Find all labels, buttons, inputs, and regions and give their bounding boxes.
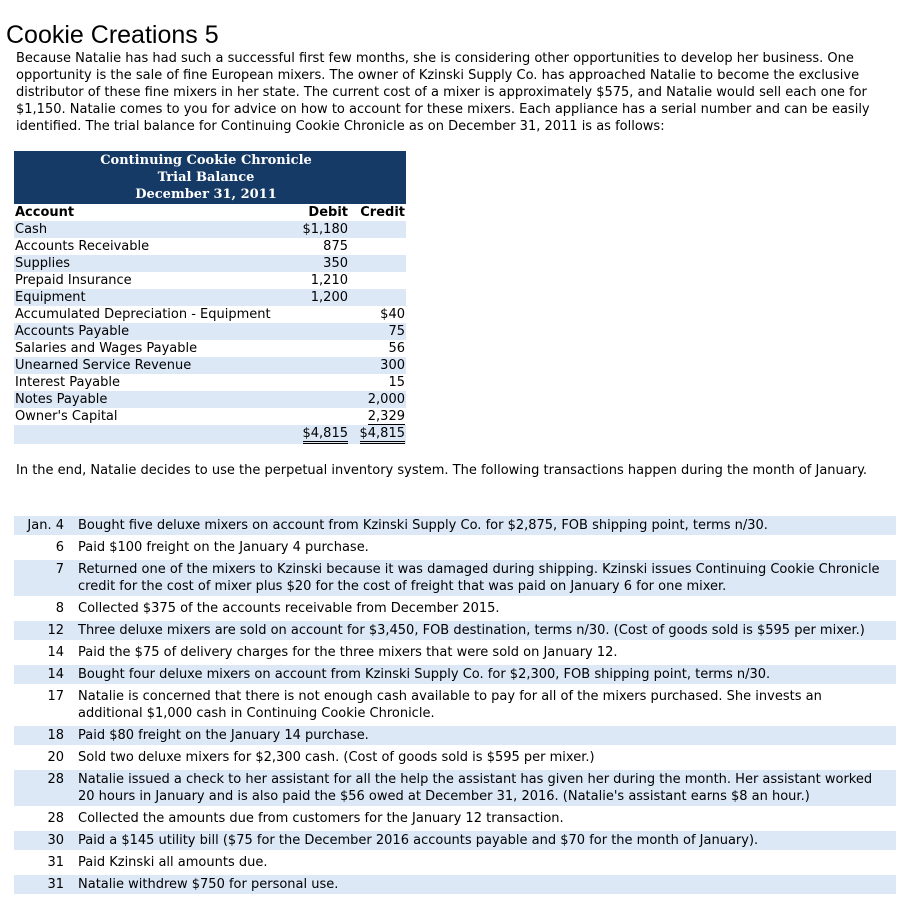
cell-account: Unearned Service Revenue xyxy=(14,357,291,374)
transaction-row xyxy=(14,853,896,872)
cell-credit: 75 xyxy=(349,323,406,340)
transaction-row xyxy=(14,621,896,640)
cell-account: Accounts Receivable xyxy=(15,239,150,254)
transaction-date: 6 xyxy=(55,540,64,555)
transaction-row xyxy=(14,831,896,850)
cell-debit: $1,180 xyxy=(291,221,349,238)
transaction-row xyxy=(14,875,896,894)
table-row xyxy=(14,391,406,408)
cell-credit xyxy=(349,289,406,306)
cell-credit: $40 xyxy=(380,307,405,322)
cell-debit: 1,210 xyxy=(310,273,348,288)
transaction-row xyxy=(14,665,896,684)
cell-account: Supplies xyxy=(14,255,291,272)
transaction-text: Bought five deluxe mixers on account from Kzinski Supply Co. for $2,875, FOB shipping point, terms n/30. xyxy=(78,516,896,535)
cell-credit xyxy=(349,221,406,238)
cell-credit: 2,000 xyxy=(349,391,406,408)
cell-credit xyxy=(349,238,406,255)
total-credit-cell xyxy=(349,425,406,444)
transaction-text: Paid Kzinski all amounts due. xyxy=(78,855,268,870)
transaction-row xyxy=(14,599,896,618)
cell-account: Notes Payable xyxy=(14,391,291,408)
table-row xyxy=(14,357,406,374)
table-row xyxy=(14,323,406,340)
total-debit: $4,815 xyxy=(303,426,349,444)
inventory-system-paragraph: In the end, Natalie decides to use the perpetual inventory system. The following transactions happen during the month of January. xyxy=(16,463,868,478)
table-row xyxy=(14,306,406,323)
transaction-text: Paid $80 freight on the January 14 purchase. xyxy=(78,726,896,745)
transaction-date: 28 xyxy=(47,811,64,826)
transaction-text: Collected the amounts due from customers for the January 12 transaction. xyxy=(78,811,564,826)
cell-account xyxy=(14,425,291,444)
table-header-row xyxy=(14,204,406,222)
company-name: Continuing Cookie Chronicle xyxy=(100,153,312,168)
total-credit: $4,815 xyxy=(360,426,406,444)
cell-account: Cash xyxy=(14,221,291,238)
transaction-row xyxy=(14,643,896,662)
cell-credit xyxy=(349,272,406,289)
cell-debit: 1,200 xyxy=(291,289,349,306)
table-row xyxy=(14,255,406,272)
trial-balance-table xyxy=(14,203,406,444)
transaction-text: Three deluxe mixers are sold on account for $3,450, FOB destination, terms n/30. (Cost of goods sold is $595 per mixer.) xyxy=(78,621,896,640)
table-row xyxy=(14,238,406,255)
transaction-date: 31 xyxy=(14,875,78,894)
cell-credit: 56 xyxy=(388,341,405,356)
table-row xyxy=(14,374,406,391)
cell-credit: 15 xyxy=(388,375,405,390)
transaction-date: 14 xyxy=(47,645,64,660)
header-account: Account xyxy=(14,204,291,222)
cell-debit: 875 xyxy=(323,239,348,254)
cell-credit: 300 xyxy=(349,357,406,374)
cell-account: Owner's Capital xyxy=(15,409,118,424)
transaction-row xyxy=(14,726,896,745)
transaction-text: Paid $100 freight on the January 4 purchase. xyxy=(78,540,369,555)
total-row xyxy=(14,425,406,444)
statement-date: December 31, 2011 xyxy=(135,187,277,202)
header-debit: Debit xyxy=(291,204,349,222)
transaction-date: 7 xyxy=(14,560,78,596)
transaction-text: Paid a $145 utility bill ($75 for the December 2016 accounts payable and $70 for the month of January). xyxy=(78,831,896,850)
transaction-date: 31 xyxy=(47,855,64,870)
page-title: Cookie Creations 5 xyxy=(6,20,219,49)
statement-name: Trial Balance xyxy=(157,170,255,185)
cell-account: Accounts Payable xyxy=(14,323,291,340)
header-credit: Credit xyxy=(349,204,406,222)
transaction-row xyxy=(14,560,896,596)
transaction-text: Natalie is concerned that there is not enough cash available to pay for all of the mixers purchased. She invests an additional $1,000 cash in Continuing Cookie Chronicle. xyxy=(78,689,822,721)
total-debit-cell xyxy=(291,425,349,444)
cell-debit xyxy=(291,391,349,408)
transaction-date: 28 xyxy=(14,770,78,806)
transaction-text: Returned one of the mixers to Kzinski because it was damaged during shipping. Kzinski issues Continuing Cookie Chronicle credit for the cost of mixer plus $20 for the cost of freight that was paid on January 6 for one mixer. xyxy=(78,560,896,596)
transaction-row xyxy=(14,516,896,535)
cell-credit xyxy=(349,255,406,272)
transaction-date: 30 xyxy=(14,831,78,850)
cell-debit: 350 xyxy=(291,255,349,272)
cell-debit xyxy=(291,306,349,323)
transaction-row xyxy=(14,538,896,557)
transaction-date: 14 xyxy=(14,665,78,684)
cell-credit-value: 2,329 xyxy=(367,409,405,424)
transaction-date: 20 xyxy=(47,750,64,765)
transaction-date: Jan. 4 xyxy=(14,516,78,535)
transaction-row xyxy=(14,809,896,828)
transaction-date: 8 xyxy=(55,601,64,616)
transaction-text: Collected $375 of the accounts receivable from December 2015. xyxy=(78,601,500,616)
trial-balance-header xyxy=(14,151,406,203)
transaction-text: Sold two deluxe mixers for $2,300 cash. (Cost of goods sold is $595 per mixer.) xyxy=(78,750,595,765)
cell-account: Salaries and Wages Payable xyxy=(15,341,198,356)
transaction-text: Paid the $75 of delivery charges for the three mixers that were sold on January 12. xyxy=(78,645,618,660)
transaction-date: 12 xyxy=(14,621,78,640)
cell-debit xyxy=(291,340,349,357)
table-row xyxy=(14,221,406,238)
cell-credit xyxy=(349,408,406,425)
table-row xyxy=(14,340,406,357)
cell-debit xyxy=(291,323,349,340)
transaction-row xyxy=(14,770,896,806)
cell-debit xyxy=(291,408,349,425)
cell-debit xyxy=(291,374,349,391)
transaction-text: Bought four deluxe mixers on account from Kzinski Supply Co. for $2,300, FOB shipping point, terms n/30. xyxy=(78,665,896,684)
cell-account: Accumulated Depreciation - Equipment xyxy=(15,307,271,322)
cell-account: Interest Payable xyxy=(15,375,120,390)
transaction-row xyxy=(14,687,896,723)
table-row xyxy=(14,272,406,289)
transaction-text: Natalie issued a check to her assistant for all the help the assistant has given her during the month. Her assistant worked 20 hours in January and is also paid the $56 owed at December 31, 2016. (Natalie's assistant earns $8 an hour.) xyxy=(78,770,896,806)
table-row xyxy=(14,408,406,425)
table-row xyxy=(14,289,406,306)
intro-paragraph: Because Natalie has had such a successful first few months, she is considering other opportunities to develop her business. One opportunity is the sale of fine European mixers. The owner of Kzinski Supply Co. has approached Natalie to become the exclusive distributor of these fine mixers in her state. The current cost of a mixer is approximately $575, and Natalie would sell each one for $1,150. Natalie comes to you for advice on how to account for these mixers. Each appliance has a serial number and can be easily identified. The trial balance for Continuing Cookie Chronicle as on December 31, 2011 is as follows: xyxy=(16,51,870,134)
transaction-row xyxy=(14,748,896,767)
transaction-text: Natalie withdrew $750 for personal use. xyxy=(78,875,896,894)
cell-account: Equipment xyxy=(14,289,291,306)
cell-debit xyxy=(291,357,349,374)
transaction-date: 18 xyxy=(14,726,78,745)
transactions-table xyxy=(14,513,896,897)
cell-account: Prepaid Insurance xyxy=(15,273,132,288)
transaction-date: 17 xyxy=(47,689,64,704)
